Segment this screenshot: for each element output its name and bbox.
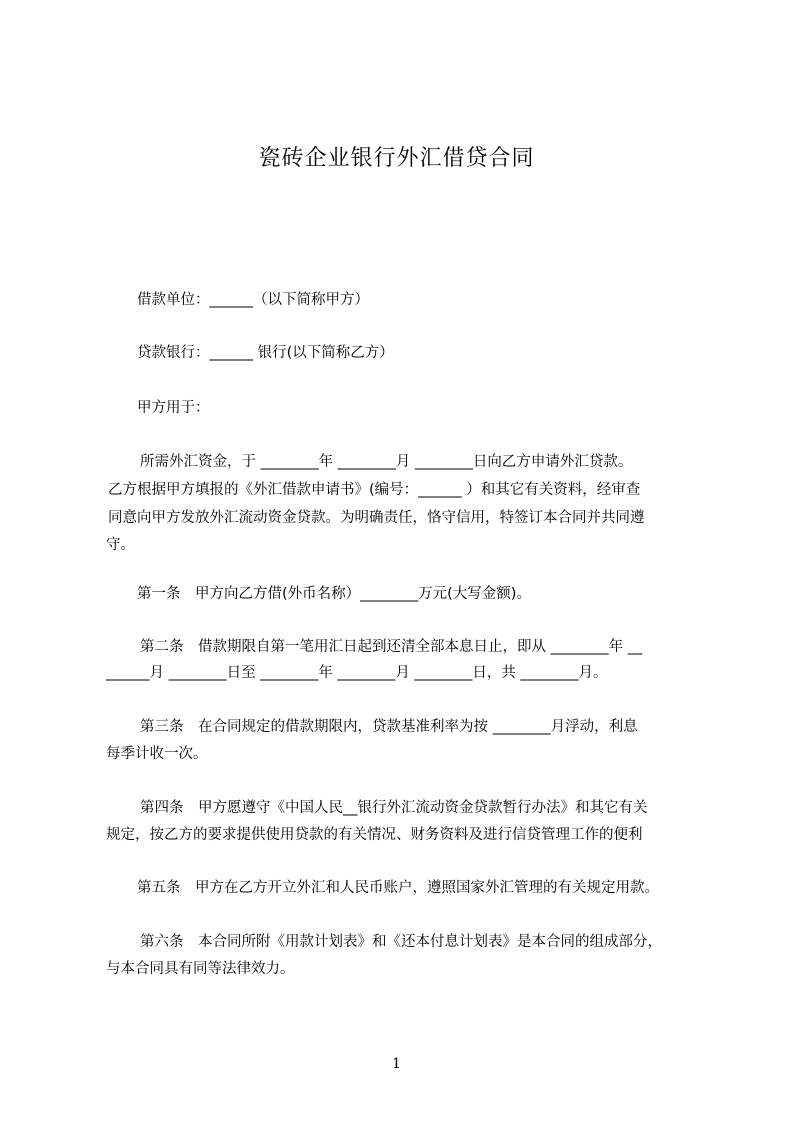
borrower-line: 借款单位：______（以下简称甲方） — [137, 292, 369, 308]
intro-paragraph-line: 同意向甲方发放外汇流动资金贷款。为明确责任，恪守信用，特签订本合同并共同遵 — [108, 510, 645, 526]
article-2-line: 第二条 借款期限自第一笔用汇日起到还清全部本息日止，即从 ________年 __ — [140, 639, 643, 655]
article-3-line: 每季计收一次。 — [106, 746, 208, 762]
intro-paragraph-line: 乙方根据甲方填报的《外汇借款申请书》(编号：______ ）和其它有关资料，经审查 — [108, 482, 641, 498]
lender-line: 贷款银行：______ 银行(以下简称乙方） — [137, 345, 394, 361]
document-title: 瓷砖企业银行外汇借贷合同 — [258, 146, 535, 171]
article-6-line: 第六条 本合同所附《用款计划表》和《还本付息计划表》是本合同的组成部分， — [140, 934, 662, 950]
purpose-line: 甲方用于： — [137, 400, 210, 416]
intro-paragraph-line: 守。 — [106, 537, 135, 553]
article-3-line: 第三条 在合同规定的借款期限内，贷款基准利率为按 ________月浮动，利息 — [140, 719, 638, 735]
article-2-line: ______月 ________日至 ________年 ________月 ________日，共 ________月。 — [106, 665, 608, 681]
article-1: 第一条 甲方向乙方借(外币名称）________万元(大写金额)。 — [137, 586, 531, 602]
article-6-line: 与本合同具有同等法律效力。 — [106, 961, 295, 977]
article-4-line: 第四条 甲方愿遵守《中国人民__银行外汇流动资金贷款暂行办法》和其它有关 — [140, 800, 648, 816]
article-5: 第五条 甲方在乙方开立外汇和人民币账户，遵照国家外汇管理的有关规定用款。 — [137, 880, 659, 896]
intro-paragraph-line: 所需外汇资金，于 ________年 ________月 ________日向乙方申请外汇贷款。 — [140, 454, 633, 470]
page-number: 1 — [392, 1056, 401, 1072]
article-4-line: 规定，按乙方的要求提供使用贷款的有关情况、财务资料及进行信贷管理工作的便利 — [106, 827, 643, 843]
